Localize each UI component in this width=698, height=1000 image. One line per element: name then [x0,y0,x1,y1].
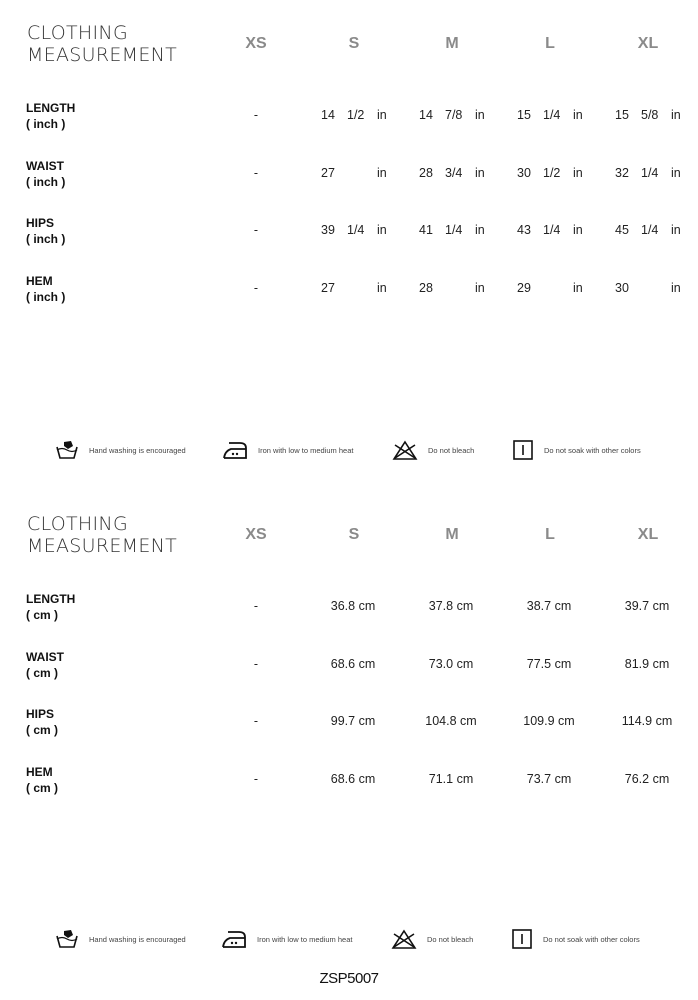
cell-xs: - [253,772,259,786]
value-unit: in [475,108,485,122]
row-label-waist [26,649,64,681]
care-item-hand-wash [55,438,186,462]
cell-m: 104.8 cm [425,714,477,728]
value-unit: in [671,281,681,295]
cell-xs: - [253,108,259,122]
cell-l: 38.7 cm [526,599,572,613]
cell-l: 77.5 cm [526,657,572,671]
row-unit: ( inch ) [26,290,66,304]
value-whole: 29 [517,281,531,295]
row-unit: ( cm ) [26,666,59,680]
title-line-2: MEASUREMENT [27,44,178,66]
cell-l [517,166,593,180]
row-name: WAIST [26,159,64,173]
cell-xs: - [253,599,259,613]
value-unit: in [573,281,583,295]
cell-s: 36.8 cm [330,599,376,613]
care-text: Iron with low to medium heat [258,445,354,455]
no-soak-icon [512,439,534,461]
row-name: HEM [26,274,53,288]
no-bleach-icon [392,439,418,461]
cell-s [321,108,397,122]
value-fraction: 1/2 [347,108,365,122]
value-whole: 15 [615,108,629,122]
value-fraction: 1/4 [445,223,463,237]
title-line-1: CLOTHING [27,22,128,44]
care-item-no-bleach [392,439,474,461]
cell-l [517,223,593,237]
size-header-xl: XL [637,35,659,52]
value-whole: 30 [517,166,531,180]
value-whole: 43 [517,223,531,237]
cell-m: 37.8 cm [428,599,474,613]
iron-icon [221,928,247,950]
cell-xl [615,166,691,180]
value-whole: 27 [321,281,335,295]
row-label-hips [26,706,58,738]
care-text: Do not soak with other colors [544,445,641,455]
value-whole: 15 [517,108,531,122]
cell-xl: 39.7 cm [624,599,670,613]
cell-xs: - [253,714,259,728]
value-fraction: 5/8 [641,108,659,122]
size-header-l: L [545,526,555,543]
value-unit: in [377,281,387,295]
cell-l: 109.9 cm [523,714,575,728]
care-item-iron [222,439,353,461]
row-unit: ( inch ) [26,232,66,246]
value-unit: in [377,108,387,122]
size-header-m: M [445,35,459,52]
hand-wash-icon [55,927,79,951]
cell-xl: 76.2 cm [624,772,670,786]
row-label-hips [26,215,65,247]
inch-measurement-section [0,0,698,470]
cell-xs: - [253,223,259,237]
value-whole: 28 [419,281,433,295]
row-name: HIPS [26,707,55,721]
row-name: HEM [26,765,53,779]
size-header-m: M [445,526,459,543]
cell-xl [615,281,691,295]
cell-xs: - [253,166,259,180]
value-fraction: 1/2 [543,166,561,180]
cell-s [321,281,397,295]
cell-m [419,166,495,180]
cm-table-title [27,513,177,557]
value-fraction: 1/4 [543,108,561,122]
row-label-length [26,100,75,132]
cell-xl [615,223,691,237]
care-item-no-soak [512,439,641,461]
title-line-1: CLOTHING [27,513,128,535]
cell-xs: - [253,281,259,295]
cell-s: 68.6 cm [330,772,376,786]
cell-s [321,223,397,237]
cell-m: 73.0 cm [428,657,474,671]
value-whole: 39 [321,223,335,237]
care-item-no-soak [511,928,640,950]
size-header-s: S [348,35,360,52]
value-whole: 32 [615,166,629,180]
care-text: Do not soak with other colors [543,934,640,944]
cell-m: 71.1 cm [428,772,474,786]
row-name: LENGTH [26,101,76,115]
care-instructions [0,438,698,468]
cell-l: 73.7 cm [526,772,572,786]
size-header-xs: XS [245,526,267,543]
value-unit: in [671,108,681,122]
value-unit: in [573,223,583,237]
cell-xs: - [253,657,259,671]
cell-xl [615,108,691,122]
size-header-l: L [545,35,555,52]
row-unit: ( inch ) [26,175,66,189]
cell-m [419,108,495,122]
row-unit: ( cm ) [26,608,59,622]
size-header-xs: XS [245,35,267,52]
value-unit: in [475,281,485,295]
care-text: Hand washing is encouraged [89,934,186,944]
title-line-2: MEASUREMENT [27,535,178,557]
value-fraction: 1/4 [543,223,561,237]
row-unit: ( cm ) [26,723,59,737]
care-item-hand-wash [55,927,186,951]
value-fraction [543,281,573,295]
product-code: ZSP5007 [319,970,379,987]
value-fraction: 1/4 [347,223,365,237]
value-fraction [347,281,377,295]
value-unit: in [671,223,681,237]
care-text: Hand washing is encouraged [89,445,186,455]
value-fraction: 3/4 [445,166,463,180]
hand-wash-icon [55,438,79,462]
row-name: WAIST [26,650,64,664]
value-fraction: 1/4 [641,223,659,237]
value-whole: 45 [615,223,629,237]
row-label-waist [26,158,65,190]
value-fraction [347,166,377,180]
value-whole: 27 [321,166,335,180]
value-whole: 14 [419,108,433,122]
row-name: LENGTH [26,592,76,606]
cell-m [419,223,495,237]
cell-xl: 81.9 cm [624,657,670,671]
care-item-iron [221,928,352,950]
value-unit: in [475,166,485,180]
value-whole: 41 [419,223,433,237]
value-unit: in [671,166,681,180]
value-fraction [445,281,475,295]
size-header-s: S [348,526,360,543]
row-name: HIPS [26,216,55,230]
value-unit: in [377,166,387,180]
cell-xl: 114.9 cm [621,714,673,728]
cm-measurement-section [0,491,698,961]
row-unit: ( cm ) [26,781,59,795]
inch-table-title [27,22,177,66]
cell-s [321,166,397,180]
size-header-xl: XL [637,526,659,543]
cell-l [517,281,593,295]
value-whole: 30 [615,281,629,295]
value-fraction: 1/4 [641,166,659,180]
no-bleach-icon [391,928,417,950]
cell-s: 99.7 cm [330,714,376,728]
care-text: Do not bleach [428,445,475,455]
row-label-length [26,591,75,623]
value-unit: in [475,223,485,237]
care-text: Do not bleach [427,934,474,944]
row-unit: ( inch ) [26,117,66,131]
value-unit: in [377,223,387,237]
row-label-hem [26,273,65,305]
value-unit: in [573,108,583,122]
care-item-no-bleach [391,928,473,950]
value-whole: 14 [321,108,335,122]
cell-l [517,108,593,122]
value-fraction: 7/8 [445,108,463,122]
value-fraction [641,281,671,295]
value-unit: in [573,166,583,180]
care-text: Iron with low to medium heat [257,934,353,944]
care-instructions [0,927,698,957]
cell-m [419,281,495,295]
cell-s: 68.6 cm [330,657,376,671]
no-soak-icon [511,928,533,950]
value-whole: 28 [419,166,433,180]
iron-icon [222,439,248,461]
row-label-hem [26,764,58,796]
